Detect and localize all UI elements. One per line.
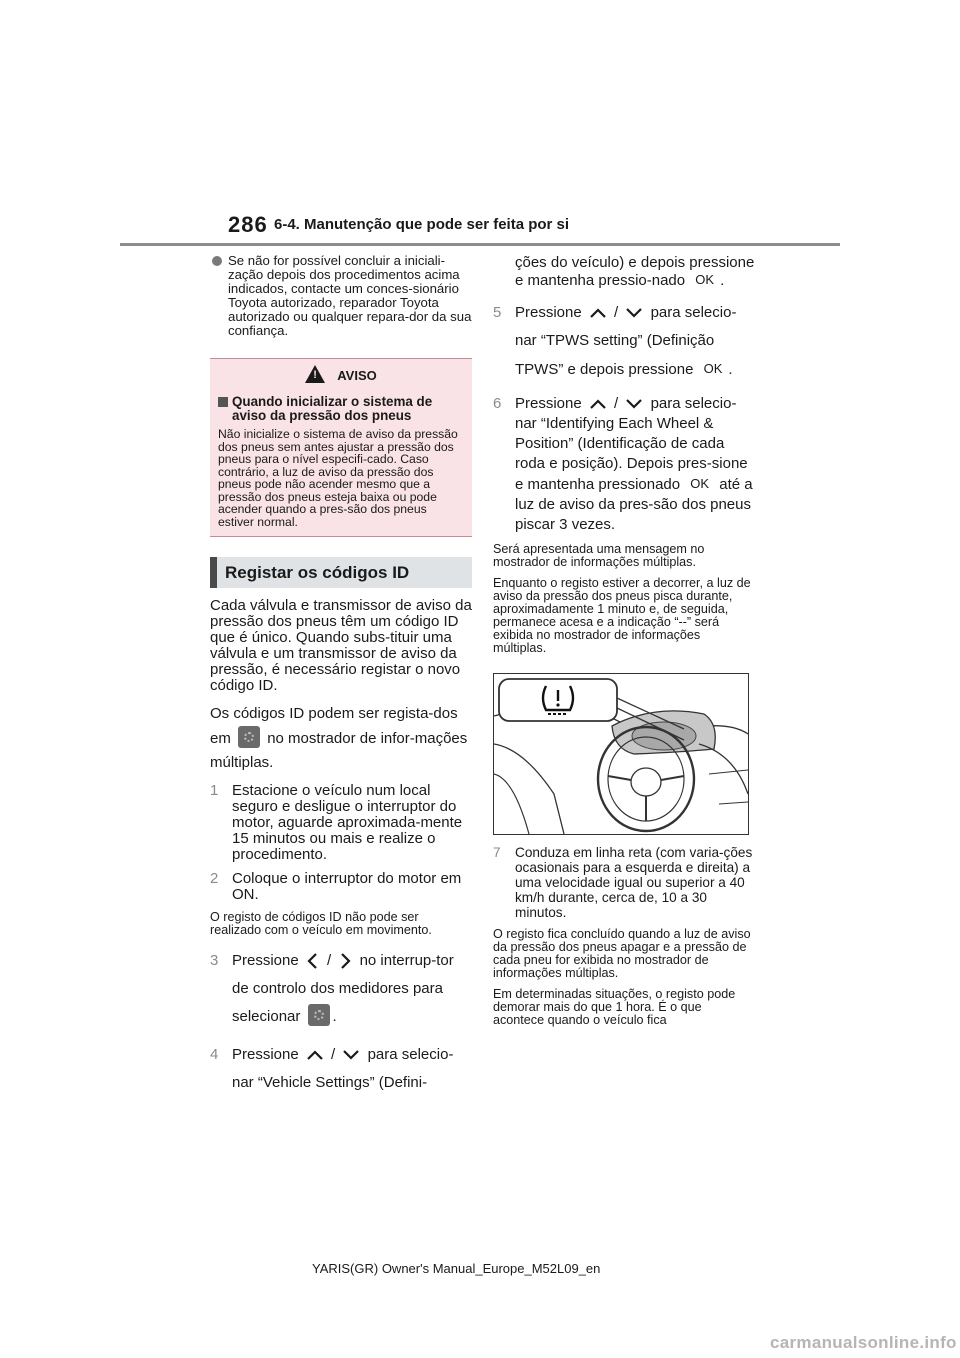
left-column <box>210 254 472 1097</box>
ok-button-icon: OK <box>690 476 710 491</box>
ok-button-icon: OK <box>695 272 715 287</box>
step-text: até a luz de aviso da pres-são dos pneus piscar 3 vezes. <box>515 476 753 533</box>
separator: / <box>331 1046 336 1063</box>
bullet-dot-icon <box>212 256 222 266</box>
step-text: Pressione <box>515 395 582 412</box>
footer-text: YARIS(GR) Owner's Manual_Europe_M52L09_en <box>312 1261 601 1276</box>
step-text: Pressione <box>232 952 299 969</box>
step-number: 7 <box>493 845 501 860</box>
right-column <box>493 254 755 1027</box>
bullet-paragraph <box>210 254 472 338</box>
step-7 <box>493 845 755 920</box>
square-bullet-icon <box>218 397 228 407</box>
note-duration: Em determinadas situações, o registo pode demorar mais do que 1 hora. É o que acontece quando o veículo fica <box>493 987 736 1027</box>
steering-wheel-illustration <box>494 674 748 834</box>
step-text-end: . <box>720 272 725 289</box>
step-5 <box>493 299 755 384</box>
chevron-down-icon <box>625 306 643 320</box>
warning-header <box>218 365 464 387</box>
chevron-left-icon <box>306 952 320 970</box>
warning-title <box>218 395 464 423</box>
step-number: 4 <box>210 1046 219 1063</box>
chevron-up-icon <box>589 306 607 320</box>
header-rule <box>120 243 840 246</box>
step-4-continued <box>493 254 755 289</box>
step-number: 3 <box>210 952 219 969</box>
step-text: Coloque o interruptor do motor em ON. <box>232 870 462 903</box>
separator: / <box>327 952 332 969</box>
step-text: para selecio-nar “Identifying Each Wheel & Position” (Identificação de cada roda e posição). Depois pres-sione e mantenha pressionado <box>515 395 748 493</box>
step-number: 6 <box>493 395 502 412</box>
note-complete: O registo fica concluído quando a luz de aviso da pressão dos pneus apagar e a pressão de cada pneu for exibida no mostrador de informações múltiplas. <box>493 927 751 980</box>
step-2 <box>210 871 472 903</box>
step-text: no interrup-tor de controlo dos medidores para selecionar <box>232 952 454 1025</box>
warning-box <box>210 358 472 537</box>
page-number: 286 <box>228 212 268 237</box>
step-3 <box>210 947 472 1031</box>
step-6 <box>493 394 755 535</box>
register-text-after: no mostrador de infor-mações múltiplas. <box>210 730 468 771</box>
register-paragraph <box>210 702 472 775</box>
section-title: 6-4. Manutenção que pode ser feita por si <box>274 216 570 233</box>
warning-body: Não inicialize o sistema de aviso da pressão dos pneus sem antes ajustar a pressão dos pneus para o nível especifi-cado. Caso contrário, a luz de aviso da pressão dos pneus pode não acender mesmo que a pressão dos pneus esteja baixa ou pode acender quando a pres-são dos pneus estiver normal. <box>218 427 458 529</box>
step-text: ções do veículo) e depois pressione e mantenha pressio-nado <box>515 254 755 289</box>
chevron-up-icon <box>589 397 607 411</box>
step-text: Pressione <box>232 1046 299 1063</box>
watermark: carmanualsonline.info <box>770 1333 957 1352</box>
bullet-text: Se não for possível concluir a iniciali-zação depois dos procedimentos acima indicados, contacte um conces-sionário Toyota autorizado, reparador Toyota autorizado ou qualquer repara-dor da sua confiança. <box>228 253 472 338</box>
settings-gear-icon <box>238 726 260 748</box>
step-1 <box>210 783 472 863</box>
step-number: 5 <box>493 304 502 321</box>
step-number: 2 <box>210 870 219 887</box>
warning-title-text: Quando inicializar o sistema de aviso da pressão dos pneus <box>232 394 433 423</box>
note-moving: O registo de códigos ID não pode ser realizado com o veículo em movimento. <box>210 910 432 937</box>
note-registration: Enquanto o registo estiver a decorrer, a luz de aviso da pressão dos pneus pisca durante, aproximadamente 1 minuto e, de seguida, permanece acesa e a indicação “--” será exibida no mostrador de informações múltiplas. <box>493 576 751 655</box>
ok-button-icon: OK <box>703 361 723 376</box>
chevron-down-icon <box>625 397 643 411</box>
separator: / <box>614 304 619 321</box>
warning-triangle-icon: ! <box>305 365 325 383</box>
register-text-before: Os códigos ID podem ser regista-dos em <box>210 705 458 747</box>
section-heading: Registar os códigos ID <box>210 557 472 588</box>
step-text: Pressione <box>515 304 582 321</box>
chevron-right-icon <box>338 952 352 970</box>
step-text: para selecio-nar “Vehicle Settings” (Defini- <box>232 1046 454 1091</box>
step-text: Estacione o veículo num local seguro e desligue o interruptor do motor, aguarde aproximada-mente 15 minutos ou mais e realize o procedimento. <box>232 782 463 863</box>
step-text: Conduza em linha reta (com varia-ções ocasionais para a esquerda e direita) a uma velocidade igual ou superior a 40 km/h durante, cerca de, 10 a 30 minutos. <box>515 845 753 920</box>
note-message: Será apresentada uma mensagem no mostrador de informações múltiplas. <box>493 542 705 569</box>
chevron-down-icon <box>342 1048 360 1062</box>
dashboard-illustration <box>493 673 749 835</box>
intro-paragraph: Cada válvula e transmissor de aviso da pressão dos pneus têm um código ID que é único. Quando subs-tituir uma válvula e um transmissor de aviso da pressão, é necessário registar o novo código ID. <box>210 597 472 694</box>
step-text-end: . <box>332 1008 337 1025</box>
settings-gear-icon <box>308 1004 330 1026</box>
step-text: para selecio-nar “TPWS setting” (Definição TPWS” e depois pressione <box>515 304 737 378</box>
chevron-up-icon <box>306 1048 324 1062</box>
warning-label: AVISO <box>337 368 377 383</box>
step-4 <box>210 1041 472 1097</box>
step-number: 1 <box>210 782 219 799</box>
separator: / <box>614 395 619 412</box>
step-text-end: . <box>728 361 733 378</box>
